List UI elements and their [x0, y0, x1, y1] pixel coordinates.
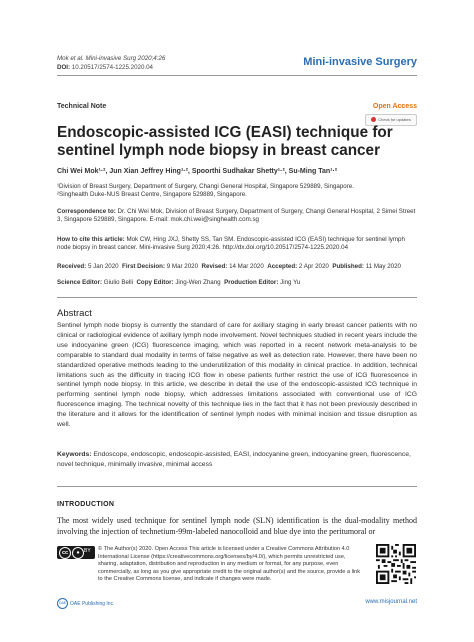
science-editor: Giulio Belli [103, 279, 134, 286]
oae-logo-icon: OAE [57, 598, 68, 609]
correspondence-text: Dr. Chi Wei Mok, Division of Breast Surgery, Department of Surgery, Changi General Hospital, 2 Simei Street 3, Singapore 529889, Singapore. E-mail: mok.chi.wei@singhealth.com.sg [57, 208, 416, 224]
received-label: Received: [57, 263, 87, 270]
production-editor-label: Production Editor: [224, 279, 279, 286]
published-date: 11 May 2020 [365, 263, 402, 270]
update-icon [371, 117, 376, 122]
publisher-logo [57, 598, 114, 609]
cite-label: How to cite this article: [57, 236, 125, 243]
revised-label: Revised: [201, 263, 228, 270]
open-access-label: Open Access [372, 103, 417, 110]
header-divider [57, 75, 417, 76]
keywords [57, 450, 417, 470]
copy-editor: Jing-Wen Zhang [175, 279, 221, 286]
introduction-heading: INTRODUCTION [57, 501, 115, 508]
cite-text: Mok CW, Hing JXJ, Shetty SS, Tan SM. Endoscopic-assisted ICG (EASI) technique for sentinel lymph node biopsy in breast cancer. Mini-invasive Surg 2020;4:26. http://dx.doi.org/10.20517/2574-1225.2020.04 [57, 236, 405, 252]
copy-editor-label: Copy Editor: [136, 279, 174, 286]
first-decision-label: First Decision: [122, 263, 166, 270]
keywords-label: Keywords: [57, 451, 92, 458]
affiliation-2: ²Singhealth Duke-NUS Breast Centre, Singapore 529889, Singapore. [57, 191, 247, 199]
correspondence [57, 208, 417, 224]
abstract-heading: Abstract [57, 308, 92, 319]
note-type: Technical Note [57, 103, 107, 110]
doi-line [57, 64, 165, 73]
received-date: 5 Jan 2020 [87, 263, 119, 270]
science-editor-label: Science Editor: [57, 279, 103, 286]
article-dates [57, 263, 427, 271]
intro-divider [57, 486, 417, 487]
affiliation-1: ¹Division of Breast Surgery, Department of Surgery, Changi General Hospital, Singapore 529889, Singapore. [57, 183, 354, 190]
cc-icon: cc [59, 547, 71, 559]
accepted-date: 2 Apr 2020 [298, 263, 329, 270]
abstract-text: Sentinel lymph node biopsy is currently the standard of care for axillary staging in early breast cancer patients with no clinical or radiological evidence of axillary lymph node involvement. Novel techniques studied in recent years include the use indocyanine green (ICG) fluorescence imaging, which was reported in a recent network meta-analysis to be comparable to standard dual modality in terms of false negative as well as detection rate. However, there have been no standardized operative methods leading to the underutilization of this modality in clinical practice. In addition, technical limitations such as the difficulty in tracing ICG flow in obese patients further restrict the use of ICG fluorescence in sentinel lymph node biopsy. In this article, we describe in detail the use of the endoscopic-assisted ICG technique in performing sentinel lymph node biopsy, which addresses limitations associated with conventional use of ICG fluorescence imaging. The technical novelty of this technique lies in the fact that it has not been previously described in the literature and it allows for the identification of sentinel lymph nodes with minimal incision and tissue disruption as well. [57, 322, 417, 429]
doi-value[interactable]: 10.20517/2574-1225.2020.04 [71, 63, 153, 71]
cc-by-badge-icon[interactable] [57, 546, 95, 559]
published-label: Published: [332, 263, 364, 270]
person-icon: ● [72, 547, 84, 559]
revised-date: 14 Mar 2020 [229, 263, 264, 270]
first-decision-date: 9 Mar 2020 [166, 263, 199, 270]
production-editor: Jing Yu [280, 279, 301, 286]
author-list: Chi Wei Mok¹·², Jun Xian Jeffrey Hing¹·², Spoorthi Sudhakar Shetty¹·², Su-Ming Tan¹·² [57, 168, 338, 175]
abstract-divider [57, 297, 417, 298]
license-text: © The Author(s) 2020. Open Access This article is licensed under a Creative Commons Attribution 4.0 International License (https://creativecommons.org/licenses/by/4.0/), which permits unrestricted use, sharing, adaptation, distribution and reproduction in any medium or format, for any purpose, even commercially, as long as you give appropriate credit to the original author(s) and the source, provide a link to the Creative Commons license, and indicate if changes were made. [98, 546, 361, 583]
editors [57, 279, 417, 287]
journal-url-link[interactable]: www.misjournal.net [365, 599, 417, 605]
accepted-label: Accepted: [267, 263, 298, 270]
cc-by-label: BY [84, 548, 91, 554]
qr-code-icon[interactable] [376, 544, 416, 584]
check-updates-label: Check for updates [378, 117, 411, 122]
correspondence-label: Correspondence to: [57, 208, 116, 215]
doi-label: DOI: [57, 63, 71, 71]
article-title: Endoscopic-assisted ICG (EASI) technique for sentinel lymph node biopsy in breast cancer [57, 124, 393, 159]
citation-line: Mok et al. Mini-invasive Surg 2020;4:26 [57, 55, 166, 62]
publisher-name: OAE Publishing Inc. [70, 600, 115, 607]
affiliations [57, 183, 417, 199]
journal-name: Mini-invasive Surgery [303, 56, 417, 68]
keywords-text: Endoscope, endoscopic, endoscopic-assisted, EASI, indocyanine green, indocyanine green, fluorescence, novel technique, minimally invasive, minimal access [57, 451, 411, 468]
introduction-text: The most widely used technique for sentinel lymph node (SLN) identification is the dual-modality method involving the injection of technetium-99m-labeled nanocolloid and blue dye into the peritumoral or [57, 516, 417, 536]
citation-header [57, 55, 165, 72]
how-to-cite [57, 236, 417, 252]
